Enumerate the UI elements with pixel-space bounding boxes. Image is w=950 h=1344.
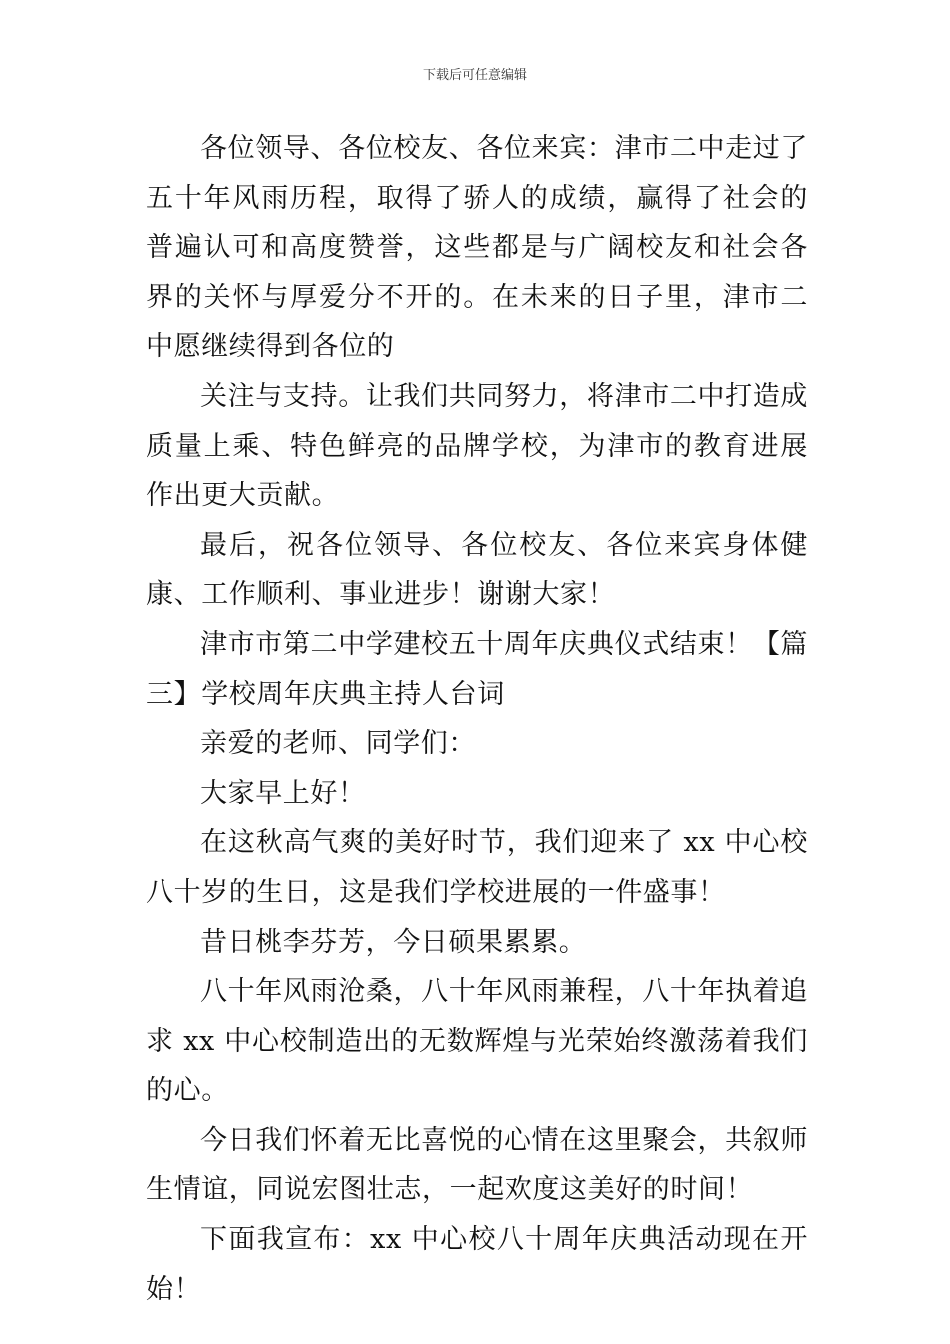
- paragraph-2: 关注与支持。让我们共同努力，将津市二中打造成质量上乘、特色鲜亮的品牌学校，为津市的教育进展作出更大贡献。: [146, 380, 808, 512]
- paragraph-1: 各位领导、各位校友、各位来宾：津市二中走过了五十年风雨历程，取得了骄人的成绩，赢得了社会的普遍认可和高度赞誉，这些都是与广阔校友和社会各界的关怀与厚爱分不开的。在未来的日子里，津市二中愿继续得到各位的: [146, 133, 808, 363]
- paragraph-3: 最后，祝各位领导、各位校友、各位来宾身体健康、工作顺利、事业进步！谢谢大家！: [146, 529, 808, 611]
- paragraph-11: 下面我宣布：xx 中心校八十周年庆典活动现在开始！: [146, 1224, 808, 1305]
- paragraph-10: 今日我们怀着无比喜悦的心情在这里聚会，共叙师生情谊，同说宏图壮志，一起欢度这美好的时间！: [146, 1124, 808, 1206]
- paragraph-6: 大家早上好！: [200, 777, 366, 809]
- paragraph-5: 亲爱的老师、同学们：: [200, 728, 476, 760]
- page-header: 下载后可任意编辑: [422, 68, 527, 83]
- document-body: [146, 124, 808, 1314]
- paragraph-7: 在这秋高气爽的美好时节，我们迎来了 xx 中心校八十岁的生日，这是我们学校进展的一件盛事！: [146, 827, 808, 908]
- paragraph-8: 昔日桃李芬芳，今日硕果累累。: [200, 926, 587, 958]
- paragraph-4: 津市市第二中学建校五十周年庆典仪式结束！【篇三】学校周年庆典主持人台词: [146, 628, 808, 710]
- paragraph-9: 八十年风雨沧桑，八十年风雨兼程，八十年执着追求 xx 中心校制造出的无数辉煌与光荣始终激荡着我们的心。: [146, 976, 808, 1107]
